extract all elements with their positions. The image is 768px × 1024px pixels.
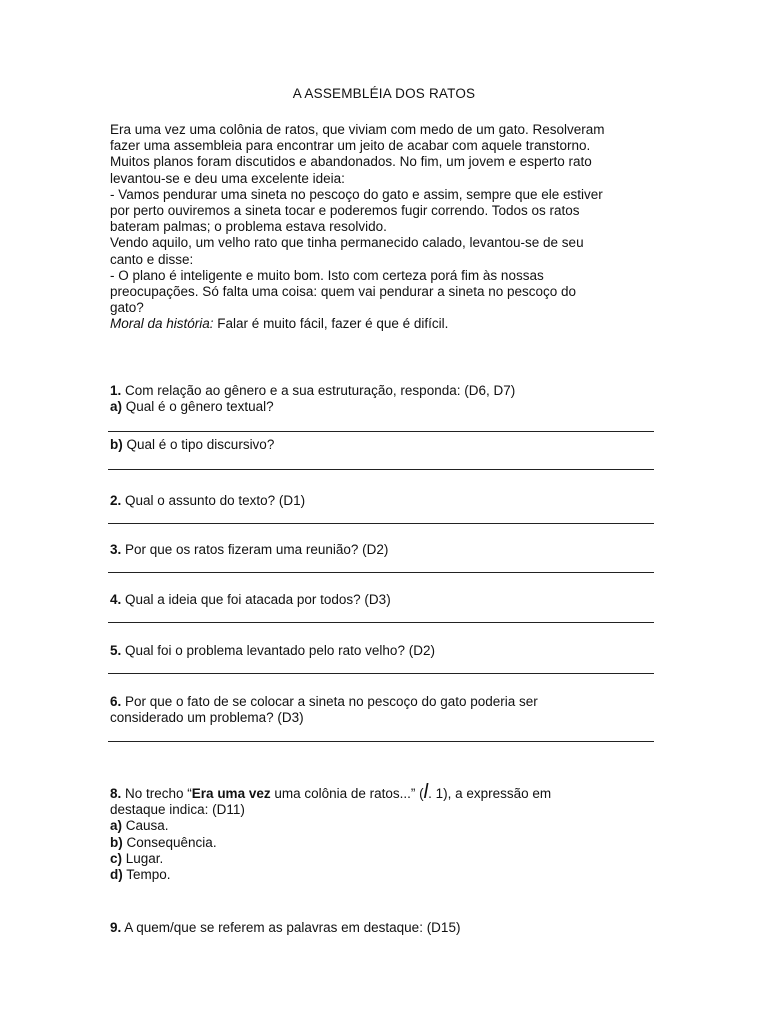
highlighted-expression: Era uma vez <box>191 786 271 801</box>
question-number: 1. <box>110 383 122 398</box>
question-2 <box>110 493 670 509</box>
option-item <box>110 851 670 867</box>
question-text: Qual é o gênero textual? <box>122 399 274 415</box>
question-4 <box>110 592 670 608</box>
story-line: bateram palmas; o problema estava resolvido. <box>110 219 387 235</box>
option-text: Lugar. <box>122 850 164 866</box>
question-text: A quem/que se referem as palavras em destaque: (D15) <box>121 920 461 935</box>
story-text <box>110 122 670 333</box>
option-item <box>110 867 670 883</box>
question-number: 4. <box>110 592 122 607</box>
story-line: - Vamos pendurar uma sineta no pescoço do gato e assim, sempre que ele estiver <box>110 186 603 202</box>
story-line: gato? <box>110 300 144 316</box>
option-label: b) <box>110 437 123 452</box>
story-line: fazer uma assembleia para encontrar um jeito de acabar com aquele transtorno. <box>110 138 591 154</box>
question-number: 2. <box>110 493 122 508</box>
option-label: d) <box>110 867 123 883</box>
answer-line-5[interactable] <box>108 673 654 674</box>
option-text: Consequência. <box>122 834 217 850</box>
question-number: 6. <box>110 694 122 709</box>
question-9 <box>110 920 670 936</box>
story-line: Era uma vez uma colônia de ratos, que viviam com medo de um gato. Resolveram <box>110 122 605 137</box>
question-text: . 1), a expressão em <box>428 786 552 801</box>
question-text: Por que os ratos fizeram uma reunião? (D2) <box>121 542 389 557</box>
question-text: considerado um problema? (D3) <box>110 710 304 726</box>
story-line: Muitos planos foram discutidos e abandonados. No fim, um jovem e esperto rato <box>110 154 592 170</box>
moral-line <box>110 316 670 332</box>
question-text: Qual a ideia que foi atacada por todos? (D3) <box>121 592 391 607</box>
question-text: No trecho “ <box>121 786 192 801</box>
question-text: Por que o fato de se colocar a sineta no pescoço do gato poderia ser <box>121 694 538 709</box>
question-5 <box>110 643 670 659</box>
story-line: Vendo aquilo, um velho rato que tinha permanecido calado, levantou-se de seu <box>110 235 584 251</box>
story-line: - O plano é inteligente e muito bom. Isto com certeza porá fim às nossas <box>110 267 544 283</box>
moral-text: Falar é muito fácil, fazer é que é difícil. <box>213 316 449 332</box>
question-1 <box>110 383 670 415</box>
question-text: Qual o assunto do texto? (D1) <box>121 493 306 508</box>
option-label: c) <box>110 850 123 866</box>
question-text: destaque indica: (D11) <box>110 802 245 818</box>
question-number: 9. <box>110 920 122 935</box>
line-reference-letter: l <box>423 781 429 803</box>
option-item <box>110 835 670 851</box>
story-line: levantou-se e deu uma excelente ideia: <box>110 170 345 186</box>
moral-label: Moral da história: <box>110 316 214 332</box>
question-3 <box>110 542 670 558</box>
answer-line-3[interactable] <box>108 572 654 573</box>
question-text: Com relação ao gênero e a sua estruturação, responda: (D6, D7) <box>121 383 516 398</box>
story-line: preocupações. Só falta uma coisa: quem vai pendurar a sineta no pescoço do <box>110 284 577 300</box>
answer-line-6[interactable] <box>108 741 654 742</box>
option-text: Tempo. <box>122 867 171 883</box>
answer-line-1b[interactable] <box>108 469 654 470</box>
option-label: a) <box>110 818 123 834</box>
option-label: b) <box>110 834 123 850</box>
question-text: uma colônia de ratos...” ( <box>270 786 424 801</box>
question-8 <box>110 781 670 883</box>
question-number: 5. <box>110 643 122 658</box>
question-number: 3. <box>110 542 122 557</box>
answer-line-4[interactable] <box>108 622 654 623</box>
answer-line-2[interactable] <box>108 523 654 524</box>
page-title: A ASSEMBLÉIA DOS RATOS <box>292 86 476 101</box>
question-1b <box>110 437 670 453</box>
question-6 <box>110 694 670 726</box>
option-item <box>110 818 670 834</box>
story-line: canto e disse: <box>110 251 194 267</box>
option-label: a) <box>110 399 123 415</box>
question-text: Qual é o tipo discursivo? <box>122 437 275 452</box>
option-text: Causa. <box>122 818 169 834</box>
question-number: 8. <box>110 786 122 801</box>
question-text: Qual foi o problema levantado pelo rato velho? (D2) <box>121 643 435 658</box>
answer-line-1a[interactable] <box>108 431 654 432</box>
story-line: por perto ouviremos a sineta tocar e poderemos fugir correndo. Todos os ratos <box>110 203 580 219</box>
